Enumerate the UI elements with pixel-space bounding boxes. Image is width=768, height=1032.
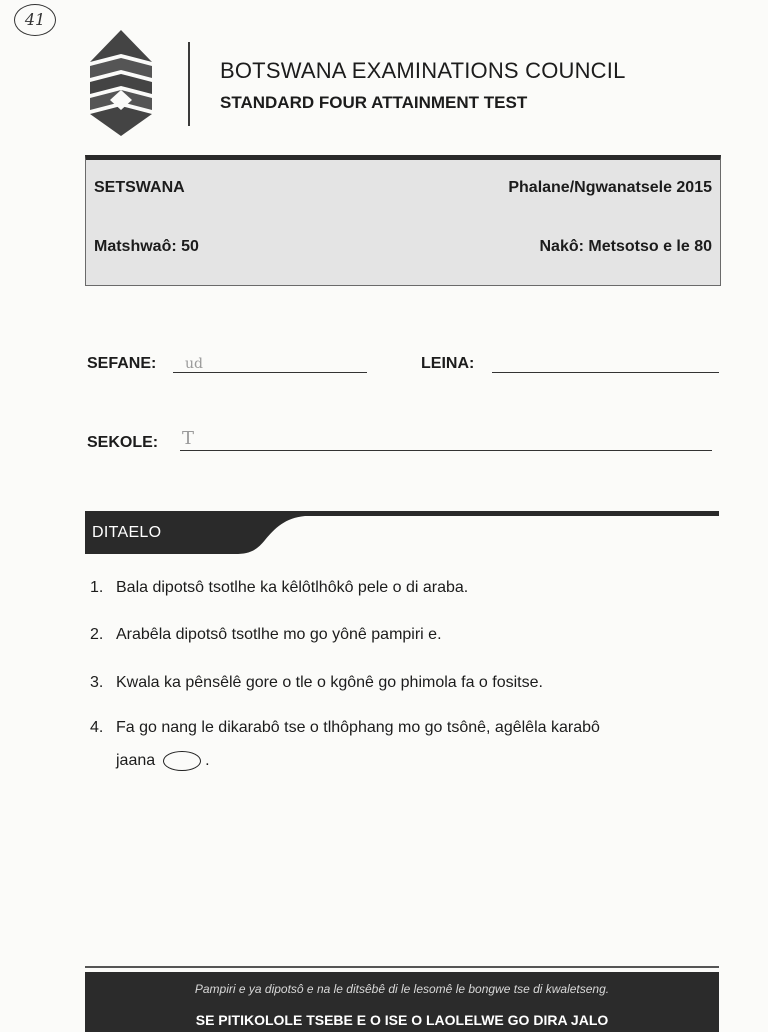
subject-label: SETSWANA <box>94 179 185 196</box>
instruction-item: 1. Bala dipotsô tsotlhe ka kêlôtlhôkô pele o di araba. <box>90 579 469 596</box>
name-field[interactable] <box>492 372 719 373</box>
bec-logo <box>86 28 156 138</box>
page-count-note: Pampiri e ya dipotsô e na le ditsêbê di le lesomê le bongwe tse di kwaletseng. <box>194 982 610 996</box>
school-handwriting: T <box>182 428 195 449</box>
name-label: LEINA: <box>421 355 475 372</box>
footer-rule <box>85 966 719 968</box>
do-not-turn-warning: SE PITIKOLOLE TSEBE E O ISE O LAOLELWE GO DIRA JALO <box>195 1012 609 1028</box>
time-allowed: Nakô: Metsotso e le 80 <box>539 238 712 255</box>
instructions-title: DITAELO <box>92 524 162 541</box>
school-label: SEKOLE: <box>87 434 159 451</box>
surname-field[interactable] <box>173 372 367 373</box>
exam-info-box <box>85 155 721 286</box>
instruction-item: 4. Fa go nang le dikarabô tse o tlhôphang mo go tsônê, agêlêla karabô <box>90 719 600 736</box>
answer-bubble-icon <box>163 751 201 771</box>
page-number-mark: 41 <box>14 4 56 36</box>
footer-bar <box>85 972 719 1032</box>
surname-handwriting: ud <box>185 356 203 372</box>
school-field[interactable] <box>180 450 712 451</box>
instruction-item: 2. Arabêla dipotsô tsotlhe mo go yônê pampiri e. <box>90 626 442 643</box>
header-divider <box>188 42 190 126</box>
exam-session: Phalane/Ngwanatsele 2015 <box>508 179 712 196</box>
total-marks: Matshwaô: 50 <box>94 238 199 255</box>
organization-name: BOTSWANA EXAMINATIONS COUNCIL <box>220 58 626 83</box>
instruction-continuation: jaana . <box>116 752 210 769</box>
surname-label: SEFANE: <box>87 355 157 372</box>
test-name: STANDARD FOUR ATTAINMENT TEST <box>220 93 528 112</box>
instruction-item: 3. Kwala ka pênsêlê gore o tle o kgônê go phimola fa o fositse. <box>90 674 543 691</box>
